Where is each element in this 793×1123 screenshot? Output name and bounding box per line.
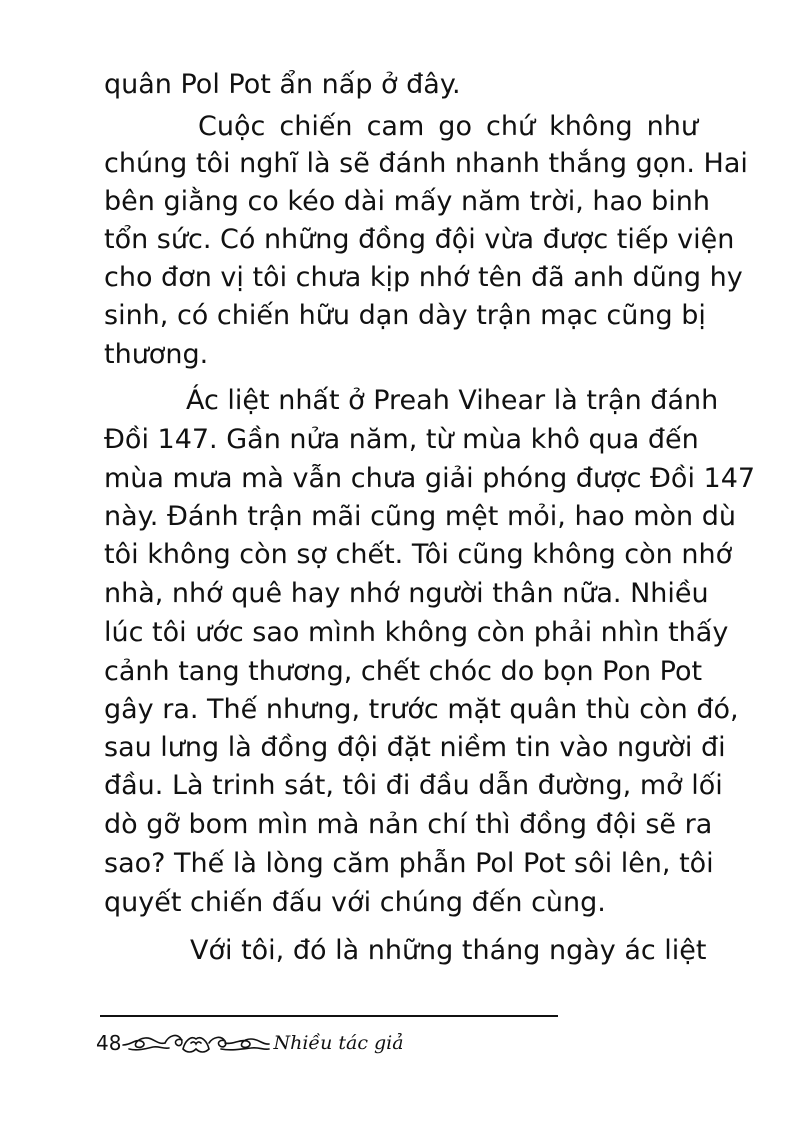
text-line: mùa mưa mà vẫn chưa giải phóng được Đồi 147 [104, 463, 756, 494]
text-line: tôi không còn sợ chết. Tôi cũng không còn nhớ [104, 539, 733, 570]
scroll-flourish-icon [121, 1029, 271, 1057]
text-line: chúng tôi nghĩ là sẽ đánh nhanh thắng gọn. Hai [104, 148, 748, 179]
text-line: tổn sức. Có những đồng đội vừa được tiếp viện [104, 224, 735, 255]
book-title: Nhiều tác giả [273, 1032, 404, 1054]
page-footer [96, 1028, 404, 1058]
text-line: gây ra. Thế nhưng, trước mặt quân thù còn đó, [104, 694, 739, 725]
text-line: sau lưng là đồng đội đặt niềm tin vào người đi [104, 732, 726, 763]
footer-divider [100, 1015, 558, 1017]
text-line: nhà, nhớ quê hay nhớ người thân nữa. Nhiều [104, 578, 709, 609]
text-line: Đồi 147. Gần nửa năm, từ mùa khô qua đến [104, 424, 699, 455]
paragraph-first-line: Ác liệt nhất ở Preah Vihear là trận đánh [186, 385, 719, 416]
text-line: cảnh tang thương, chết chóc do bọn Pon Pot [104, 656, 703, 687]
paragraph-first-line: Cuộc chiến cam go chứ không như [198, 111, 698, 142]
text-line: bên giằng co kéo dài mấy năm trời, hao binh [104, 186, 711, 217]
text-line: đầu. Là trinh sát, tôi đi đầu dẫn đường, mở lối [104, 770, 723, 801]
text-line: này. Đánh trận mãi cũng mệt mỏi, hao mòn dù [104, 501, 736, 532]
text-line: cho đơn vị tôi chưa kịp nhớ tên đã anh dũng hy [104, 262, 743, 293]
page-number: 48 [96, 1031, 122, 1055]
text-line: dò gỡ bom mìn mà nản chí thì đồng đội sẽ ra [104, 809, 713, 840]
text-line: lúc tôi ước sao mình không còn phải nhìn thấy [104, 617, 729, 648]
paragraph-first-line: Với tôi, đó là những tháng ngày ác liệt [190, 935, 707, 966]
text-line: thương. [104, 339, 209, 370]
text-line: sao? Thế là lòng căm phẫn Pol Pot sôi lên, tôi [104, 848, 714, 879]
text-line: sinh, có chiến hữu dạn dày trận mạc cũng bị [104, 300, 706, 331]
text-line: quyết chiến đấu với chúng đến cùng. [104, 887, 606, 918]
text-line: quân Pol Pot ẩn nấp ở đây. [104, 69, 461, 100]
